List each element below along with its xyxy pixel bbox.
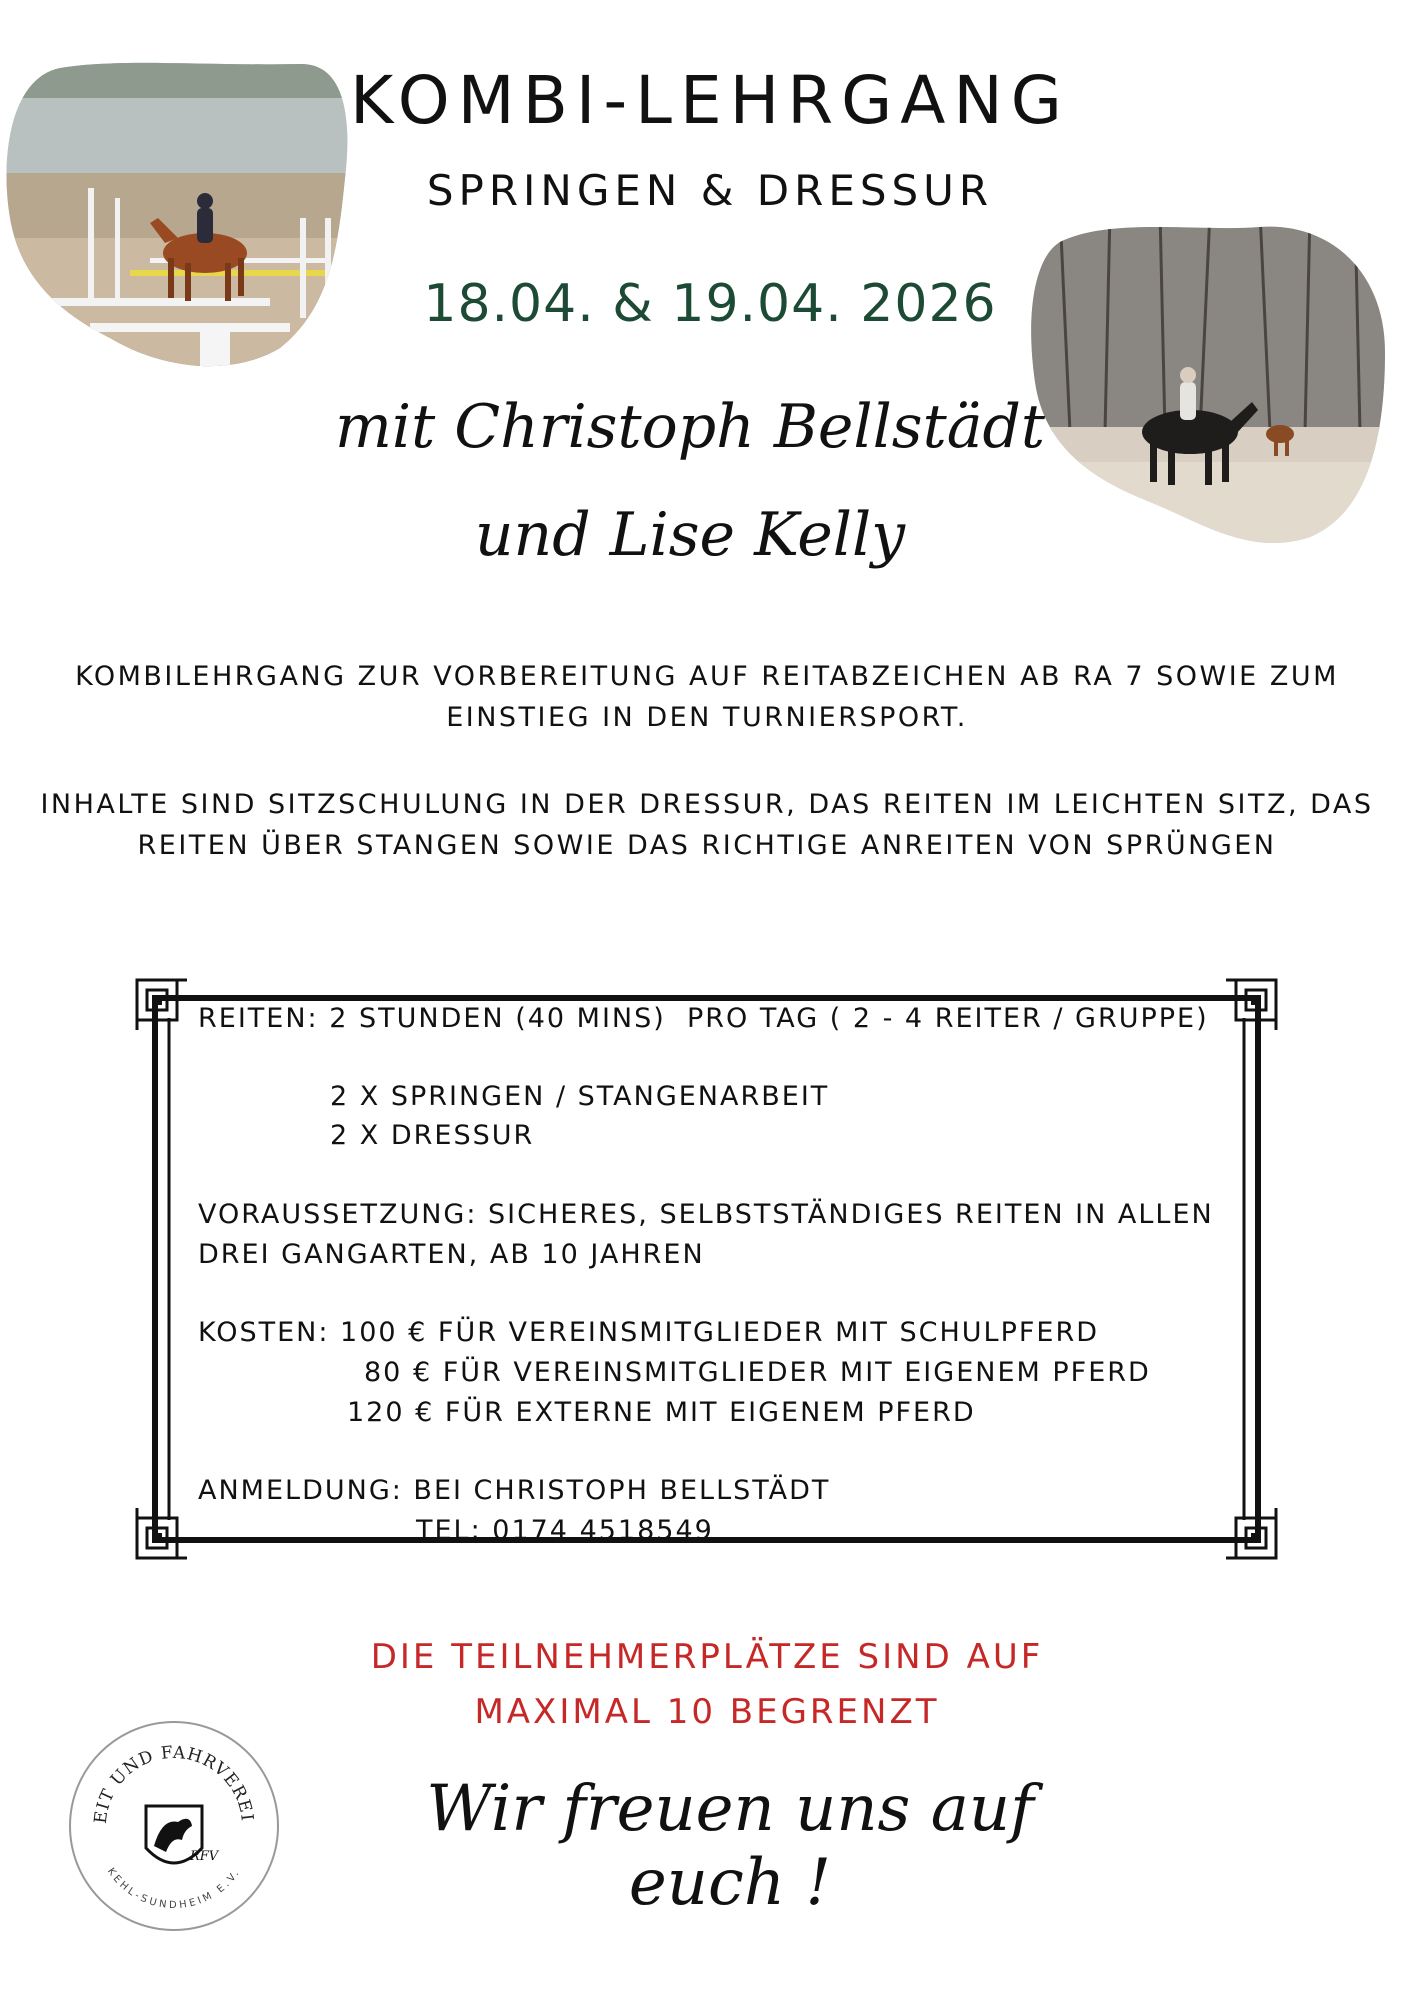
logo-monogram: RFV bbox=[190, 1849, 219, 1864]
notice-line-1: DIE TEILNEHMERPLÄTZE SIND AUF bbox=[370, 1637, 1044, 1677]
page-subtitle: SPRINGEN & DRESSUR bbox=[426, 166, 994, 215]
notice-line-2: MAXIMAL 10 BEGRENZT bbox=[474, 1692, 940, 1732]
logo-top-text: EIT UND FAHRVEREI bbox=[90, 1742, 257, 1825]
costs-line-2: 80 € FÜR VEREINSMITGLIEDER MIT EIGENEM PFERD bbox=[364, 1357, 1151, 1388]
description-paragraph-1: KOMBILEHRGANG ZUR VORBEREITUNG AUF REITABZEICHEN AB RA 7 SOWIE ZUM EINSTIEG IN DEN TURNIERSPORT. bbox=[75, 661, 1339, 733]
closing-message: Wir freuen uns auf euch ! bbox=[426, 1772, 1034, 1920]
registration-line-1: ANMELDUNG: BEI CHRISTOPH BELLSTÄDT bbox=[198, 1475, 831, 1506]
photo-jumping-arena bbox=[0, 58, 350, 370]
requirement-line-2: DREI GANGARTEN, AB 10 JAHREN bbox=[198, 1239, 705, 1270]
trainer-line-1: mit Christoph Bellstädt bbox=[334, 392, 1045, 462]
photo-dressage-outdoor bbox=[1030, 212, 1390, 552]
trainer-line-2: und Lise Kelly bbox=[474, 500, 906, 570]
costs-line-3: 120 € FÜR EXTERNE MIT EIGENEM PFERD bbox=[347, 1397, 976, 1428]
page-title: KOMBI-LEHRGANG bbox=[350, 62, 1070, 139]
costs-line-1: KOSTEN: 100 € FÜR VEREINSMITGLIEDER MIT SCHULPFERD bbox=[198, 1317, 1099, 1348]
requirement-line-1: VORAUSSETZUNG: SICHERES, SELBSTSTÄNDIGES REITEN IN ALLEN bbox=[198, 1199, 1214, 1230]
riding-info: REITEN: 2 STUNDEN (40 MINS) PRO TAG ( 2 - 4 REITER / GRUPPE) bbox=[198, 1003, 1209, 1034]
riding-item-dressage: 2 X DRESSUR bbox=[330, 1120, 535, 1151]
registration-phone: TEL: 0174 4518549 bbox=[416, 1515, 714, 1546]
club-logo bbox=[66, 1718, 282, 1934]
riding-item-jumping: 2 X SPRINGEN / STANGENARBEIT bbox=[330, 1081, 830, 1112]
description-paragraph-2: INHALTE SIND SITZSCHULUNG IN DER DRESSUR, DAS REITEN IM LEICHTEN SITZ, DAS REITEN ÜBER STANGEN SOWIE DAS RICHTIGE ANREITEN VON SPRÜNGEN bbox=[40, 789, 1374, 861]
logo-bottom-text: KEHL-SUNDHEIM E.V. bbox=[104, 1866, 244, 1912]
participant-limit-notice bbox=[200, 1630, 1214, 1740]
event-dates: 18.04. & 19.04. 2026 bbox=[423, 274, 997, 334]
